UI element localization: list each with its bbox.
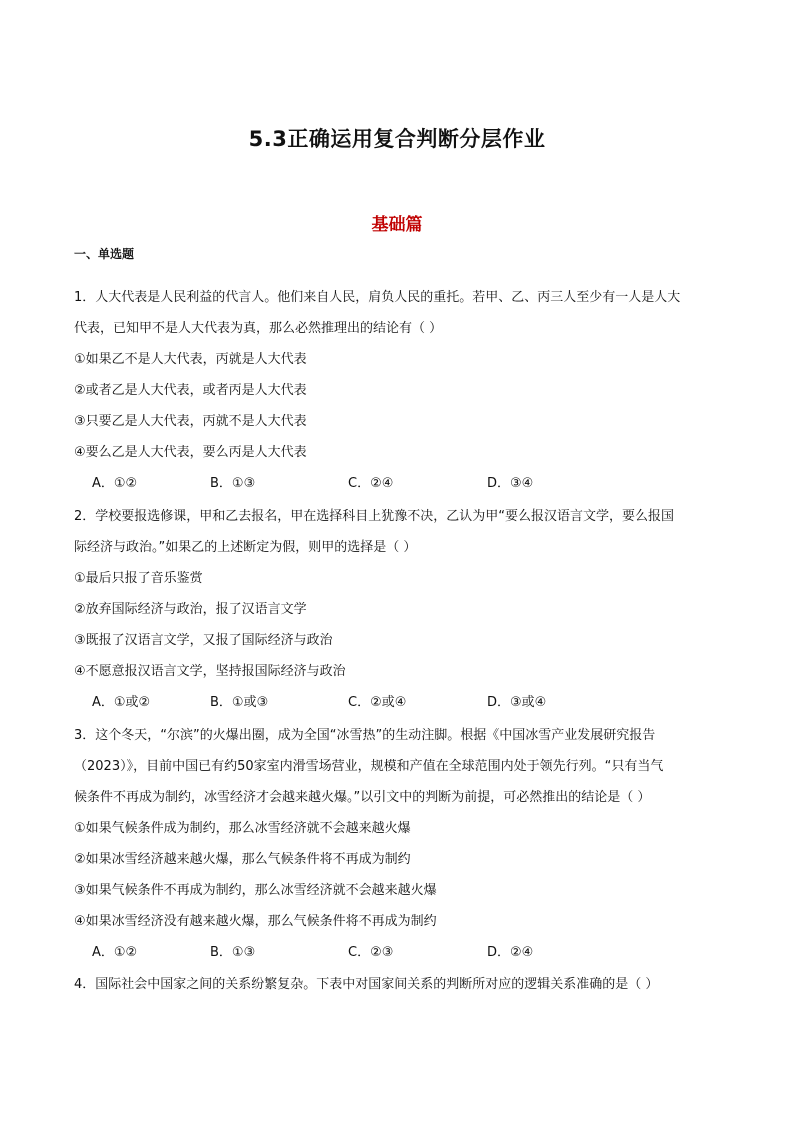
question-3-stem-line-2: （2023）》，目前中国已有约50家室内滑雪场营业，规模和产值在全球范围内处于领先行列。“只有当气 xyxy=(74,759,664,774)
question-1-option-d[interactable]: D．③④ xyxy=(487,476,534,491)
question-2-option-d[interactable]: D．③或④ xyxy=(487,695,547,710)
question-2-stem-line-1: 2．学校要报选修课，甲和乙去报名，甲在选择科目上犹豫不决，乙认为甲“要么报汉语言文学，要么报国 xyxy=(74,509,675,524)
question-3-stem-line-3: 候条件不再成为制约，冰雪经济才会越来越火爆。”以引文中的判断为前提，可必然推出的结论是（ ） xyxy=(74,790,651,805)
page-title: 5.3正确运用复合判断分层作业 xyxy=(248,127,546,151)
question-2-stem-line-2: 际经济与政治。”如果乙的上述断定为假，则甲的选择是（ ） xyxy=(74,540,417,555)
question-2-option-b[interactable]: B．①或③ xyxy=(210,695,269,710)
question-3-option-a[interactable]: A．①② xyxy=(92,945,138,960)
section-heading: 一、单选题 xyxy=(74,247,135,261)
question-2-option-c[interactable]: C．②或④ xyxy=(348,695,407,710)
question-1-statement-2: ②或者乙是人大代表，或者丙是人大代表 xyxy=(74,383,307,398)
question-3-option-d[interactable]: D．②④ xyxy=(487,945,534,960)
question-2-statement-3: ③既报了汉语言文学，又报了国际经济与政治 xyxy=(74,633,333,648)
question-1-stem-line-1: 1．人大代表是人民利益的代言人。他们来自人民，肩负人民的重托。若甲、乙、丙三人至少有一人是人大 xyxy=(74,290,681,305)
question-2-statement-2: ②放弃国际经济与政治，报了汉语言文学 xyxy=(74,602,307,617)
question-3-statement-4: ④如果冰雪经济没有越来越火爆，那么气候条件将不再成为制约 xyxy=(74,914,437,929)
question-1-stem-line-2: 代表，已知甲不是人大代表为真，那么必然推理出的结论有（ ） xyxy=(74,321,443,336)
question-4-stem-line-1: 4．国际社会中国家之间的关系纷繁复杂。下表中对国家间关系的判断所对应的逻辑关系准确的是（ ） xyxy=(74,977,659,992)
question-1-option-b[interactable]: B．①③ xyxy=(210,476,256,491)
question-1-option-c[interactable]: C．②④ xyxy=(348,476,394,491)
question-1-option-a[interactable]: A．①② xyxy=(92,476,138,491)
question-3-option-b[interactable]: B．①③ xyxy=(210,945,256,960)
question-3-statement-1: ①如果气候条件成为制约，那么冰雪经济就不会越来越火爆 xyxy=(74,821,411,836)
question-2-statement-1: ①最后只报了音乐鉴赏 xyxy=(74,571,203,586)
question-1-statement-1: ①如果乙不是人大代表，丙就是人大代表 xyxy=(74,352,307,367)
question-3-statement-3: ③如果气候条件不再成为制约，那么冰雪经济就不会越来越火爆 xyxy=(74,883,437,898)
question-1-statement-4: ④要么乙是人大代表，要么丙是人大代表 xyxy=(74,445,307,460)
question-3-statement-2: ②如果冰雪经济越来越火爆，那么气候条件将不再成为制约 xyxy=(74,852,411,867)
question-2-statement-4: ④不愿意报汉语言文学，坚持报国际经济与政治 xyxy=(74,664,346,679)
level-heading: 基础篇 xyxy=(371,215,423,235)
question-2-option-a[interactable]: A．①或② xyxy=(92,695,151,710)
question-3-option-c[interactable]: C．②③ xyxy=(348,945,394,960)
question-1-statement-3: ③只要乙是人大代表，丙就不是人大代表 xyxy=(74,414,307,429)
question-3-stem-line-1: 3．这个冬天，“尔滨”的火爆出圈，成为全国“冰雪热”的生动注脚。根据《中国冰雪产业发展研究报告 xyxy=(74,728,656,743)
